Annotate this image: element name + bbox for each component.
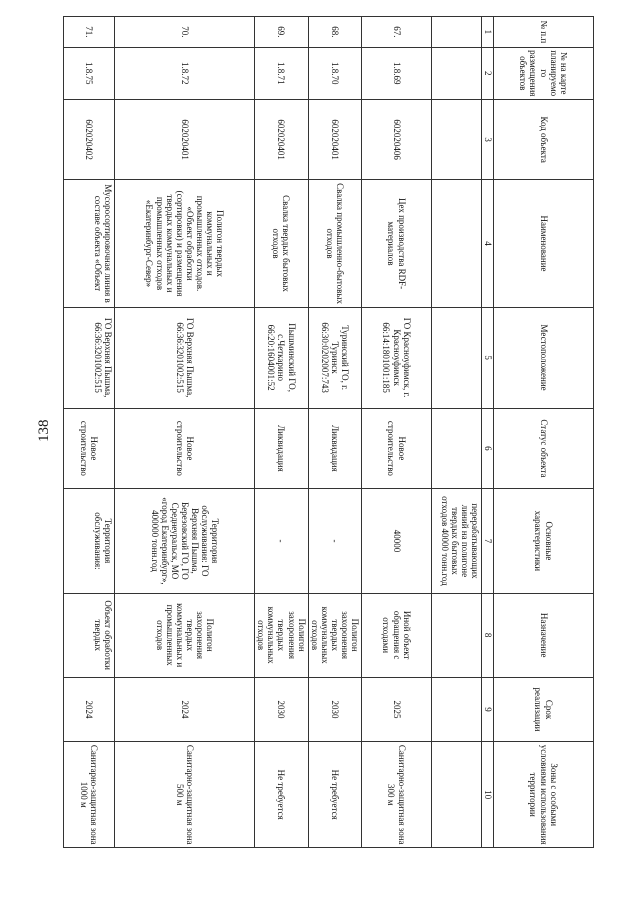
object-characteristics: Территория обслуживания:: [64, 489, 115, 593]
cell: [432, 47, 482, 99]
cell: [432, 180, 482, 307]
table-row: [255, 17, 308, 848]
cell: [432, 677, 482, 742]
table-row: [308, 17, 361, 848]
object-name: Мусоросортировочная линия в составе объекта «Объект: [64, 180, 115, 307]
cell: [432, 742, 482, 848]
column-number: 1: [482, 17, 494, 48]
characteristics-cell: перерабатывающих линий на полигоне твердых бытовых отходов 40000 тонн.год: [432, 489, 482, 593]
object-purpose: Иной объект обращения с отходами: [362, 593, 432, 677]
object-location: ГО Красноуфимск, г. Красноуфимск 66:14:1801001:185: [362, 307, 432, 408]
header-cell: Основные характеристики: [494, 489, 594, 593]
object-status: Ликвидация: [308, 408, 361, 489]
object-purpose: Полигон захоронения твердых коммунальных отходов: [308, 593, 361, 677]
header-cell: Наименование: [494, 180, 594, 307]
column-number: 10: [482, 742, 494, 848]
header-cell: Статус объекта: [494, 408, 594, 489]
object-name: Свалка твердых бытовых отходов: [255, 180, 308, 307]
object-characteristics: Территория обслуживания: ГО Верхняя Пышма, Березовский ГО, ГО Среднеуральск, МО «город Екатеринбург», 400000 тонн.год: [115, 489, 255, 593]
object-code: 602020401: [115, 99, 255, 180]
object-term: 2030: [308, 677, 361, 742]
column-number: 6: [482, 408, 494, 489]
header-cell: Код объекта: [494, 99, 594, 180]
map-number: 1.8.71: [255, 47, 308, 99]
row-number: 69.: [255, 17, 308, 48]
object-zones: Не требуется: [255, 742, 308, 848]
object-name: Свалка промышленно-бытовых отходов: [308, 180, 361, 307]
column-number: 2: [482, 47, 494, 99]
column-number-row: [482, 17, 494, 848]
header-cell: Зоны с особыми условиями использования территории: [494, 742, 594, 848]
page-number: 138: [36, 419, 52, 442]
object-status: Ликвидация: [255, 408, 308, 489]
object-zones: Не требуется: [308, 742, 361, 848]
map-number: 1.8.69: [362, 47, 432, 99]
column-number: 4: [482, 180, 494, 307]
object-zones: Санитарно-защитная зона 500 м: [115, 742, 255, 848]
header-row: [494, 17, 594, 848]
column-number: 3: [482, 99, 494, 180]
object-location: Туринский ГО, г. Туринск 66:30:0202007:743: [308, 307, 361, 408]
object-term: 2024: [64, 677, 115, 742]
row-number: 71.: [64, 17, 115, 48]
header-cell: № на карте планируемого размещения объектов: [494, 47, 594, 99]
table-row: [64, 17, 115, 848]
object-purpose: Полигон захоронения твердых коммунальных отходов: [255, 593, 308, 677]
object-characteristics: -: [255, 489, 308, 593]
object-status: Новое строительство: [115, 408, 255, 489]
column-number: 7: [482, 489, 494, 593]
table-row: [362, 17, 432, 848]
object-location: Пышминский ГО, с.Четкарино 66:20:1604001:52: [255, 307, 308, 408]
object-code: 602020401: [255, 99, 308, 180]
header-cell: Местоположение: [494, 307, 594, 408]
object-code: 602020402: [64, 99, 115, 180]
objects-table: [63, 16, 594, 848]
object-code: 602020401: [308, 99, 361, 180]
object-location: ГО Верхняя Пышма, 66:36:3201002:515: [115, 307, 255, 408]
map-number: 1.8.75: [64, 47, 115, 99]
cell: [432, 17, 482, 48]
header-cell: № п.п: [494, 17, 594, 48]
object-name: Полигон твердых коммунальных и промышленных отходов. «Объект обработки (сортировки) и размещения твердых коммунальных и промышленных отходов «Екатеринбург-Север»: [115, 180, 255, 307]
cell: [432, 307, 482, 408]
header-cell: Назначение: [494, 593, 594, 677]
row-number: 67.: [362, 17, 432, 48]
cell: [432, 593, 482, 677]
object-characteristics: 40000: [362, 489, 432, 593]
column-number: 8: [482, 593, 494, 677]
header-cell: Срок реализации: [494, 677, 594, 742]
object-term: 2030: [255, 677, 308, 742]
table-row: [115, 17, 255, 848]
object-code: 602020406: [362, 99, 432, 180]
column-number: 5: [482, 307, 494, 408]
cell: [432, 99, 482, 180]
object-status: Новое строительство: [362, 408, 432, 489]
object-purpose: Объект обработки твердых: [64, 593, 115, 677]
rotated-table-container: [75, 16, 594, 848]
row-number: 68.: [308, 17, 361, 48]
object-location: ГО Верхняя Пышма, 66:36:3201002:515: [64, 307, 115, 408]
object-term: 2024: [115, 677, 255, 742]
object-zones: Санитарно-защитная зона 1000 м: [64, 742, 115, 848]
object-term: 2025: [362, 677, 432, 742]
column-number: 9: [482, 677, 494, 742]
map-number: 1.8.70: [308, 47, 361, 99]
object-name: Цех производства RDF-материалов: [362, 180, 432, 307]
object-status: Новое строительство: [64, 408, 115, 489]
object-purpose: Полигон захоронения твердых коммунальных и промышленных отходов: [115, 593, 255, 677]
object-zones: Санитарно-защитная зона 300 м: [362, 742, 432, 848]
row-number: 70.: [115, 17, 255, 48]
map-number: 1.8.72: [115, 47, 255, 99]
cell: [432, 408, 482, 489]
object-characteristics: -: [308, 489, 361, 593]
continuation-row: [432, 17, 482, 848]
